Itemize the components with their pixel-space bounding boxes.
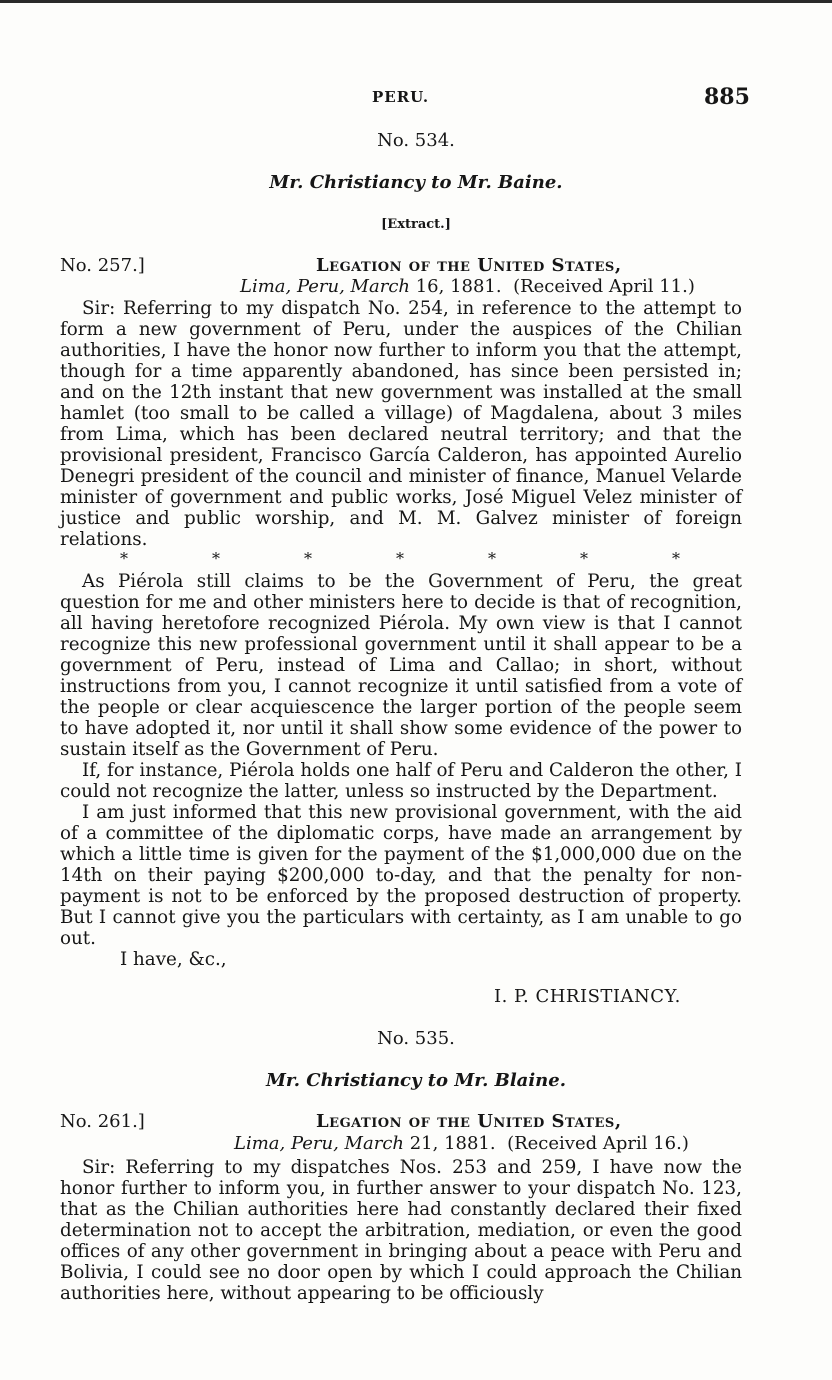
dateline: [240, 276, 695, 297]
legation-heading: Legation of the United States,: [316, 255, 622, 276]
star: *: [120, 549, 128, 568]
star: *: [396, 549, 404, 568]
paragraph: If, for instance, Piérola holds one half of Peru and Calderon the other, I could not recognize the latter, unless so instructed by the Department.: [60, 760, 742, 802]
ellipsis-stars: [120, 549, 680, 568]
star: *: [672, 549, 680, 568]
dateline-place: Lima, Peru, March: [240, 276, 410, 297]
paragraph: As Piérola still claims to be the Government of Peru, the great question for me and other ministers here to decide is that of recognition, all having heretofore recognized Piérola. My own view is that I cannot recognize this new professional government until it shall appear to be a government of Peru, instead of Lima and Callao; in short, without instructions from you, I cannot recognize it until satisfied from a vote of the people or clear acquiescence the larger portion of the people seem to have adopted it, nor until it shall show some evidence of the power to sustain itself as the Government of Peru.: [60, 571, 742, 760]
page-number: 885: [704, 84, 750, 110]
top-border: [0, 0, 832, 3]
closing: I have, &c.,: [120, 949, 227, 970]
dispatch-number: No. 257.]: [60, 255, 145, 276]
dateline-date: 16, 1881.: [410, 276, 502, 297]
letter-body-535: [60, 1157, 742, 1304]
document-title-535: Mr. Christiancy to Mr. Blaine.: [266, 1070, 566, 1091]
paragraph: I am just informed that this new provisional government, with the aid of a committee of the diplomatic corps, have made an arrangement by which a little time is given for the payment of the $1,000,000 due on the 14th on their paying $200,000 to-day, and that the penalty for non-payment is not to be enforced by the proposed destruction of property. But I cannot give you the particulars with certainty, as I am unable to go out.: [60, 802, 742, 949]
star: *: [580, 549, 588, 568]
document-title-534: Mr. Christiancy to Mr. Baine.: [269, 172, 563, 193]
dateline-date: 21, 1881.: [404, 1133, 496, 1154]
letter-body-534-part1: [60, 298, 742, 550]
paragraph: Sir: Referring to my dispatches Nos. 253 and 259, I have now the honor further to inform you, in further answer to your dispatch No. 123, that as the Chilian authorities here had constantly declared their fixed determination not to accept the arbitration, mediation, or even the good offices of any other government in bringing about a peace with Peru and Bolivia, I could see no door open by which I could approach the Chilian authorities here, without appearing to be officiously: [60, 1157, 742, 1304]
star: *: [212, 549, 220, 568]
document-number-535: No. 535.: [377, 1028, 455, 1049]
star: *: [304, 549, 312, 568]
dispatch-number: No. 261.]: [60, 1111, 145, 1132]
signature: I. P. CHRISTIANCY.: [494, 986, 681, 1007]
legation-heading: Legation of the United States,: [316, 1111, 622, 1132]
document-number-534: No. 534.: [377, 130, 455, 151]
dateline-received: (Received April 11.): [513, 276, 695, 297]
letter-body-534-part2: [60, 571, 742, 970]
dateline-received: (Received April 16.): [507, 1133, 689, 1154]
star: *: [488, 549, 496, 568]
running-title: PERU.: [372, 88, 430, 106]
dateline: [234, 1133, 689, 1154]
paragraph: Sir: Referring to my dispatch No. 254, in reference to the attempt to form a new government of Peru, under the auspices of the Chilian authorities, I have the honor now further to inform you that the attempt, though for a time apparently abandoned, has since been persisted in; and on the 12th instant that new government was installed at the small hamlet (too small to be called a village) of Magdalena, about 3 miles from Lima, which has been declared neutral territory; and that the provisional president, Francisco García Calderon, has appointed Aurelio Denegri president of the council and minister of finance, Manuel Velarde minister of government and public works, José Miguel Velez minister of justice and public worship, and M. M. Galvez minister of foreign relations.: [60, 298, 742, 550]
extract-note: [Extract.]: [381, 217, 451, 232]
dateline-place: Lima, Peru, March: [234, 1133, 404, 1154]
